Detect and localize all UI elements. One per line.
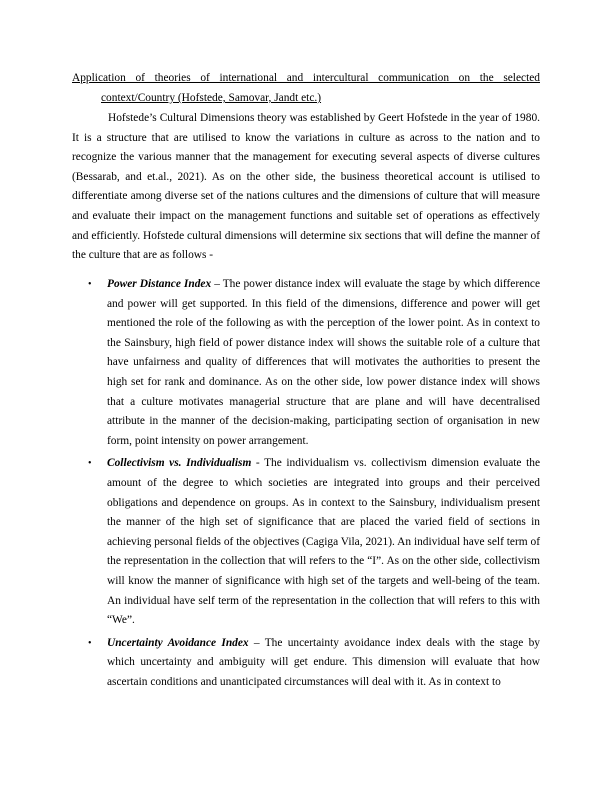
bullet-icon: • [88,637,92,649]
description-power-distance: – The power distance index will evaluate the stage by which difference and power will get supported. In this field of the dimensions, difference and power will get mentioned the role of the following as with the perception of the lower point. As in context to the Sainsbury, high field of power distance index will shows the suitable role of a culture that have unfairness and quality of differences that will motivates the authorities to present the high set for rank and dominance. As on the other side, low power distance index will shows that a culture motivates managerial structure that are plane and will have decentralised attribute in the manner of the decision-making, participating section of organisation in new form, point intensity on power arrangement. [107,278,541,447]
list-item-collectivism [72,454,540,630]
term-uncertainty-avoidance: Uncertainty Avoidance Index [107,636,249,649]
list-item-uncertainty-avoidance [72,634,540,693]
intro-paragraph: Hofstede’s Cultural Dimensions theory was established by Geert Hofstede in the year of 1980. It is a structure that are utilised to know the variations in culture as across to the nation and to recognize the various manner that the management for executing several aspects of diverse cultures (Bessarab, and et.al., 2021). As on the other side, the business theoretical account is utilised to differentiate among diverse set of the nations cultures and the dimensions of culture that will measure and evaluate their impact on the management functions and suitable set of operations as effectively and efficiently. Hofstede cultural dimensions will determine six sections that will define the manner of the culture that are as follows - [72,112,540,262]
section-heading-continued: context/Country (Hofstede, Samovar, Jandt etc.) [101,92,322,104]
bullet-icon: • [88,279,92,290]
list-item-power-distance [72,275,540,451]
term-collectivism: Collectivism vs. Individualism [107,457,252,470]
dimensions-list [72,275,540,695]
term-power-distance: Power Distance Index [107,278,212,290]
section-heading: Application of theories of international and intercultural communication on the selected [72,72,540,84]
description-collectivism: - The individualism vs. collectivism dimension evaluate the amount of the degree to which societies are integrated into groups and their perceived obligations and dependence on groups. As in context to the Sainsbury, individualism present the manner of the high set of significance that are placed the varied field of sections in achieving personal fields of the objectives (Cagiga Vila, 2021). An individual have self term of the representation in the collection that will refers to the “I”. As on the other side, collectivism will know the manner of significance with high set of the targets and well-being of the team. An individual have self term of the representation in the collection that will refers to this with “We”. [107,457,540,627]
bullet-icon: • [88,458,92,470]
description-uncertainty-avoidance: – The uncertainty avoidance index deals with the stage by which uncertainty and ambiguity will get endure. This dimension will evaluate that how ascertain conditions and unanticipated circumstances will deal with it. As in context to [107,636,540,688]
